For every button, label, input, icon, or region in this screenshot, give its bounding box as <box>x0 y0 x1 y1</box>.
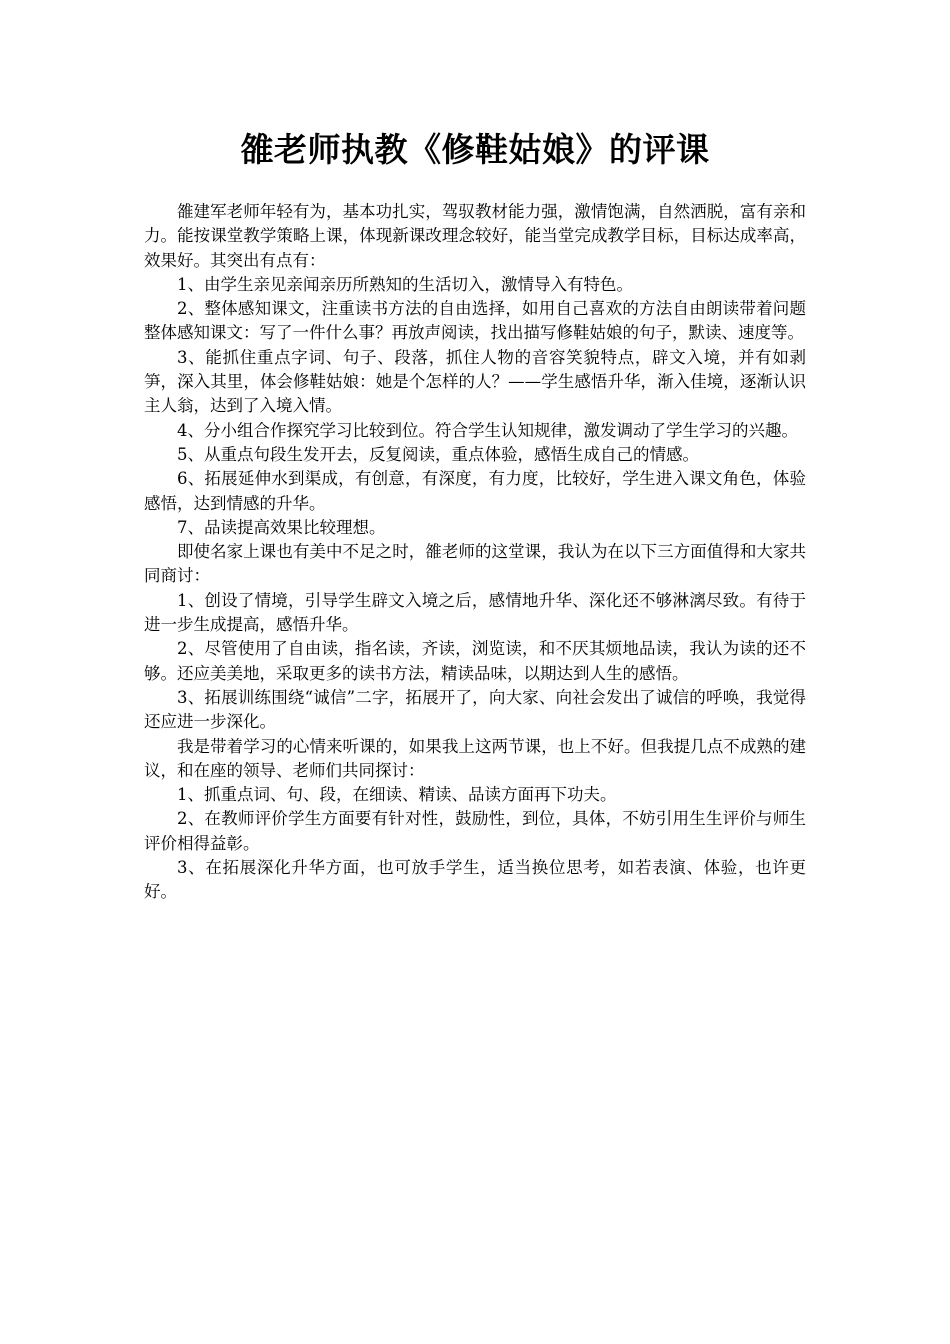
paragraph-strength-5: 5、从重点句段生发开去，反复阅读，重点体验，感悟生成自己的情感。 <box>177 444 699 464</box>
paragraph-suggestion-3: 3、在拓展深化升华方面，也可放手学生，适当换位思考，如若表演、体验，也许更好。 <box>144 858 806 902</box>
paragraph-intro: 雒建军老师年轻有为，基本功扎实，驾驭教材能力强，激情饱满，自然洒脱，富有亲和力。能按课堂教学策略上课，体现新课改理念较好，能当堂完成教学目标，目标达成率高，效果好。其突出有点有： <box>144 202 806 270</box>
paragraph-discussion-3: 3、拓展训练围绕“诚信”二字，拓展开了，向大家、向社会发出了诚信的呼唤，我觉得还应进一步深化。 <box>144 687 806 732</box>
paragraph-strength-4: 4、分小组合作探究学习比较到位。符合学生认知规律，激发调动了学生学习的兴趣。 <box>177 420 798 440</box>
paragraph-strength-7: 7、品读提高效果比较理想。 <box>177 517 386 537</box>
paragraph-discussion-1: 1、创设了情境，引导学生辟文入境之后，感情地升华、深化还不够淋漓尽致。有待于进一步生成提高，感悟升华。 <box>144 590 806 635</box>
paragraph-strength-3: 3、能抓住重点字词、句子、段落，抓住人物的音容笑貌特点，辟文入境，并有如剥笋，深入其里，体会修鞋姑娘：她是个怎样的人？——学生感悟升华，渐入佳境，逐渐认识主人翁，达到了入境入情。 <box>144 347 806 416</box>
paragraph-suggestion-intro: 我是带着学习的心情来听课的，如果我上这两节课，也上不好。但我提几点不成熟的建议，和在座的领导、老师们共同探讨： <box>144 736 806 780</box>
paragraph-suggestion-1: 1、抓重点词、句、段，在细读、精读、品读方面再下功夫。 <box>177 785 617 805</box>
paragraph-strength-6: 6、拓展延伸水到渠成，有创意，有深度，有力度，比较好，学生进入课文角色，体验感悟，达到情感的升华。 <box>144 469 806 513</box>
paragraph-discussion-2: 2、尽管使用了自由读，指名读，齐读，浏览读，和不厌其烦地品读，我认为读的还不够。还应美美地，采取更多的读书方法，精读品味，以期达到人生的感悟。 <box>144 639 806 683</box>
document-title: 雒老师执教《修鞋姑娘》的评课 <box>240 130 710 169</box>
paragraph-suggestion-2: 2、在教师评价学生方面要有针对性，鼓励性，到位，具体，不妨引用生生评价与师生评价相得益彰。 <box>144 809 806 853</box>
paragraph-strength-2: 2、整体感知课文，注重读书方法的自由选择，如用自己喜欢的方法自由朗读带着问题整体感知课文：写了一件什么事？再放声阅读，找出描写修鞋姑娘的句子，默读、速度等。 <box>144 299 806 343</box>
document-body <box>144 200 806 905</box>
paragraph-strength-1: 1、由学生亲见亲闻亲历所熟知的生活切入，激情导入有特色。 <box>177 274 633 294</box>
paragraph-discussion-intro: 即使名家上课也有美中不足之时，雒老师的这堂课，我认为在以下三方面值得和大家共同商讨： <box>144 542 806 586</box>
